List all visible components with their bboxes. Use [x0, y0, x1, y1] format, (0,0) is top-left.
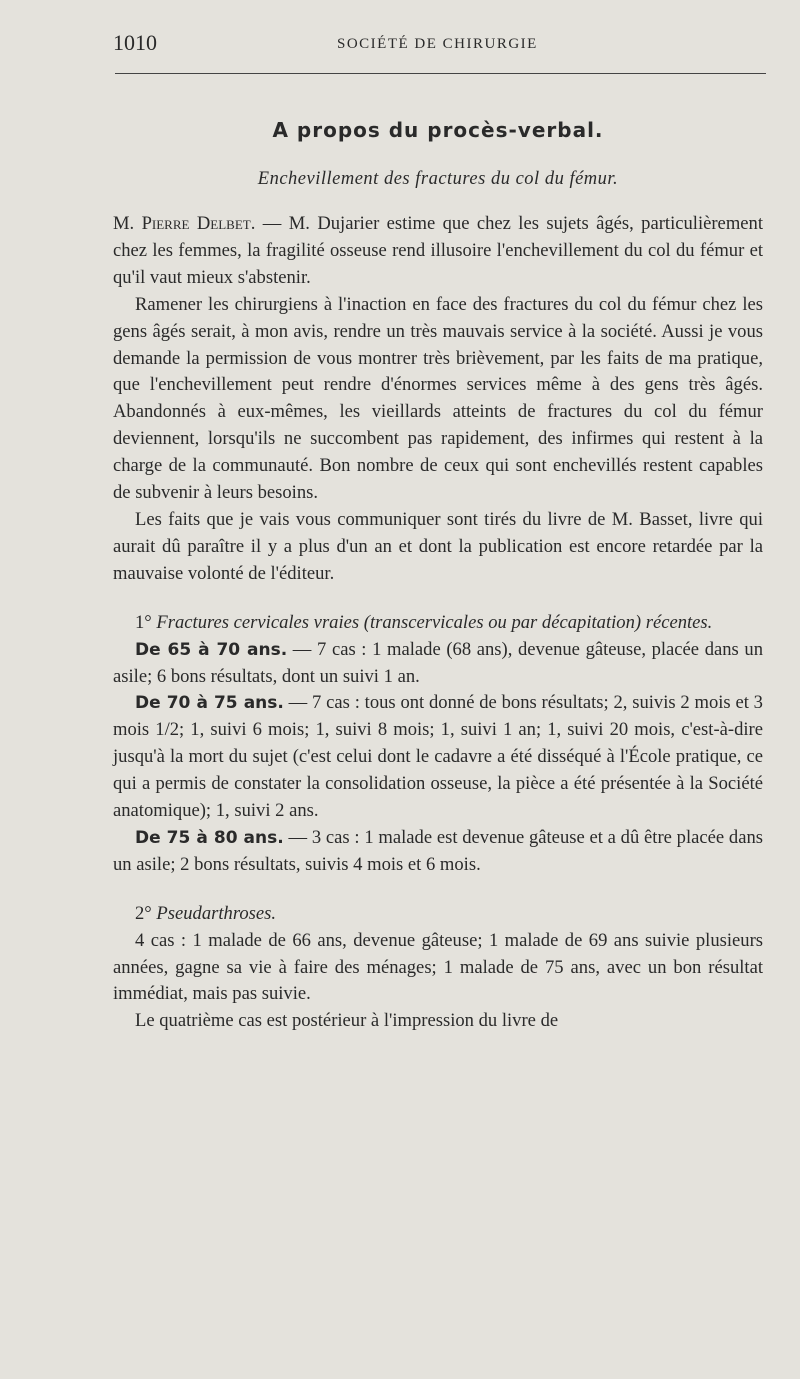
header-rule — [115, 73, 766, 74]
section-number: 1° — [135, 611, 152, 633]
article-subtitle: Enchevillement des fractures du col du fémur. — [257, 169, 619, 189]
paragraph-pseudarthroses: 4 cas : 1 malade de 66 ans, devenue gâteuse; 1 malade de 69 ans suivie plusieurs années, gagne sa vie à faire des ménages; 1 malade de 75 ans, avec un bon résultat immédiat, mais pas suivie. — [113, 929, 763, 1005]
age-group-text: — 7 cas : tous ont donné de bons résultats; 2, suivis 2 mois et 3 mois 1/2; 1, suivi 6 mois; 1, suivi 8 mois; 1, suivi 1 an; 1, suivi 20 mois, c'est-à-dire jusqu'à la mort du sujet (c'est celui dont le cadavre a été disséqué à l'École pratique, ce qui a permis de constater la consolidation osseuse, la pièce a été présentée à la Société anatomique); 1, suivi 2 ans. — [113, 692, 763, 822]
section-title: Fractures cervicales vraies (transcervicales ou par décapitation) récentes. — [151, 611, 713, 633]
running-title: SOCIÉTÉ DE CHIRURGIE — [337, 36, 538, 52]
section-heading-fractures — [113, 610, 763, 637]
page-header — [113, 30, 762, 60]
age-group-text: — 3 cas : 1 malade est devenue gâteuse et a dû être placée dans un asile; 2 bons résultats, suivis 4 mois et 6 mois. — [113, 826, 763, 875]
age-group-text: — 7 cas : 1 malade (68 ans), devenue gâteuse, placée dans un asile; 6 bons résultats, dont un suivi 1 an. — [113, 638, 763, 687]
article-title: A propos du procès-verbal. — [272, 118, 604, 142]
speaker-name: M. Pierre Delbet. — [113, 213, 256, 234]
paragraph-age-75-80 — [113, 825, 763, 879]
section-heading-pseudarthroses — [113, 901, 763, 928]
paragraph-intro — [113, 211, 763, 292]
paragraph-age-65-70 — [113, 637, 763, 691]
section-number: 2° — [135, 902, 152, 924]
article-body — [113, 118, 763, 1035]
paragraph-age-70-75 — [113, 690, 763, 825]
paragraph-sources: Les faits que je vais vous communiquer sont tirés du livre de M. Basset, livre qui aurait dû paraître il y a plus d'un an et dont la publication est encore retardée par la mauvaise volonté de l'éditeur. — [113, 508, 763, 584]
section-title: Pseudarthroses. — [151, 902, 277, 924]
age-group-label: De 75 à 80 ans. — [135, 827, 284, 848]
paragraph-intro-text: — M. Dujarier estime que chez les sujets âgés, particulièrement chez les femmes, la fragilité osseuse rend illusoire l'enchevillement du col du fémur et qu'il vaut mieux s'abstenir. — [113, 213, 763, 288]
page-number: 1010 — [113, 30, 157, 55]
paragraph-final: Le quatrième cas est postérieur à l'impression du livre de — [135, 1010, 559, 1032]
age-group-label: De 65 à 70 ans. — [135, 639, 288, 660]
paragraph-argument: Ramener les chirurgiens à l'inaction en face des fractures du col du fémur chez les gens âgés serait, à mon avis, rendre un très mauvais service à la société. Aussi je vous demande la permission de vous montrer très brièvement, par les faits de ma pratique, que l'enchevillement peut rendre d'énormes services même à des gens très âgés. Abandonnés à eux-mêmes, les vieillards atteints de fractures du col du fémur deviennent, lorsqu'ils ne succombent pas rapidement, des infirmes qui restent à la charge de la communauté. Bon nombre de ceux qui sont enchevillés restent capables de subvenir à leurs besoins. — [113, 293, 763, 504]
age-group-label: De 70 à 75 ans. — [135, 693, 284, 714]
